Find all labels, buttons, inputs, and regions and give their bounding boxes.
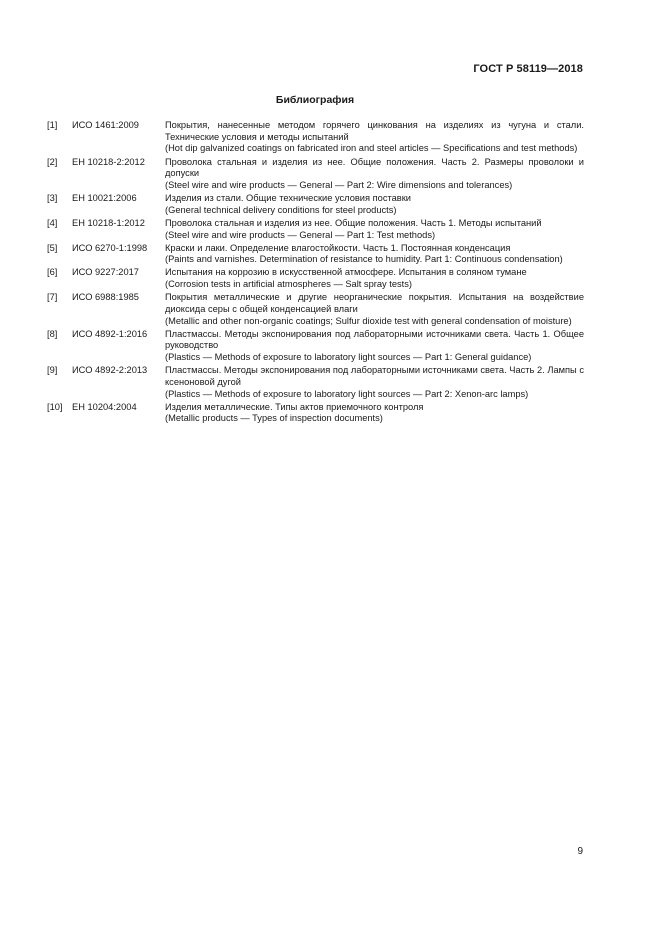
entry-title-ru: Покрытия металлические и другие неорганические покрытия. Испытания на воздействие диоксида серы с общей конденсацией влаги — [165, 292, 584, 314]
entry-number: [4] — [47, 217, 58, 228]
entry-description — [165, 157, 584, 192]
bibliography-entry — [47, 292, 584, 327]
entry-description — [165, 292, 584, 327]
bibliography-entry — [47, 193, 584, 216]
entry-number: [7] — [47, 292, 58, 303]
entry-title-en: (Paints and varnishes. Determination of resistance to humidity. Part 1: Continuous condensation) — [165, 254, 563, 265]
bibliography-entry — [47, 329, 584, 364]
entry-number: [3] — [47, 193, 58, 203]
entry-description — [165, 267, 584, 290]
entry-standard: ЕН 10218-1:2012 — [72, 217, 145, 228]
entry-standard: ИСО 4892-1:2016 — [72, 328, 148, 339]
entry-title-en: (Hot dip galvanized coatings on fabricated iron and steel articles — Specifications and test methods) — [165, 143, 578, 154]
entry-standard: ИСО 4892-2:2013 — [72, 365, 148, 376]
entry-title-ru: Изделия металлические. Типы актов приемочного контроля — [165, 401, 424, 412]
entry-title-en: (Corrosion tests in artificial atmospheres — Salt spray tests) — [165, 279, 412, 290]
entry-title-en: (Metallic products — Types of inspection documents) — [165, 413, 383, 424]
bibliography-entry — [47, 243, 584, 266]
entry-title-en: (Metallic and other non-organic coatings; Sulfur dioxide test with general condensation of moisture) — [165, 315, 572, 326]
entry-standard: ИСО 6988:1985 — [72, 292, 139, 303]
entry-number: [2] — [47, 156, 58, 167]
bibliography-entry — [47, 218, 584, 241]
entry-description — [165, 193, 584, 216]
entry-description — [165, 365, 584, 400]
entry-title-ru: Пластмассы. Методы экспонирования под лабораторными источниками света. Часть 2. Лампы с ксеноновой дугой — [165, 365, 584, 387]
entry-title-en: (Plastics — Methods of exposure to laboratory light sources — Part 1: General guidance) — [165, 352, 532, 363]
bibliography-entry — [47, 267, 584, 290]
entry-standard: ИСО 6270-1:1998 — [72, 242, 148, 253]
entry-title-en: (Plastics — Methods of exposure to laboratory light sources — Part 2: Xenon-arc lamps) — [165, 388, 529, 399]
entry-description — [165, 402, 584, 425]
bibliography-entry — [47, 402, 584, 425]
entry-number: [6] — [47, 267, 58, 278]
bibliography-entry — [47, 365, 584, 400]
bibliography-entry — [47, 120, 584, 155]
entry-standard: ИСО 9227:2017 — [72, 267, 139, 278]
entry-standard: ИСО 1461:2009 — [72, 120, 139, 130]
page-number: 9 — [577, 846, 583, 857]
bibliography-entry — [47, 157, 584, 192]
entry-title-ru: Краски и лаки. Определение влагостойкости. Часть 1. Постоянная конденсация — [165, 242, 511, 253]
entry-description — [165, 329, 584, 364]
entry-standard: ЕН 10021:2006 — [72, 193, 137, 203]
entry-description — [165, 218, 584, 241]
entry-description — [165, 120, 584, 155]
entry-title-ru: Проволока стальная и изделия из нее. Общие положения. Часть 1. Методы испытаний — [165, 217, 542, 228]
entry-title-ru: Изделия из стали. Общие технические условия поставки — [165, 193, 411, 203]
entry-number: [5] — [47, 242, 58, 253]
entry-number: [1] — [47, 120, 58, 130]
document-code: ГОСТ Р 58119—2018 — [473, 63, 583, 75]
entry-title-ru: Испытания на коррозию в искусственной атмосфере. Испытания в соляном тумане — [165, 267, 527, 278]
entry-title-en: (General technical delivery conditions for steel products) — [165, 204, 397, 215]
entry-title-en: (Steel wire and wire products — General — Part 1: Test methods) — [165, 229, 436, 240]
entry-number: [8] — [47, 328, 58, 339]
entry-number: [10] — [47, 401, 63, 412]
entry-title-ru: Проволока стальная и изделия из нее. Общие положения. Часть 2. Размеры проволоки и допуски — [165, 156, 584, 179]
entry-title-en: (Steel wire and wire products — General — Part 2: Wire dimensions and tolerances) — [165, 179, 513, 190]
entry-title-ru: Покрытия, нанесенные методом горячего цинкования на изделиях из чугуна и стали. Технические условия и методы испытаний — [165, 120, 584, 142]
entry-number: [9] — [47, 365, 58, 376]
entry-standard: ЕН 10218-2:2012 — [72, 156, 145, 167]
section-title: Библиография — [275, 94, 355, 106]
entry-description — [165, 243, 584, 266]
entry-title-ru: Пластмассы. Методы экспонирования под лабораторными источниками света. Часть 1. Общее руководство — [165, 328, 584, 351]
entry-standard: ЕН 10204:2004 — [72, 401, 137, 412]
bibliography-list — [47, 120, 584, 426]
